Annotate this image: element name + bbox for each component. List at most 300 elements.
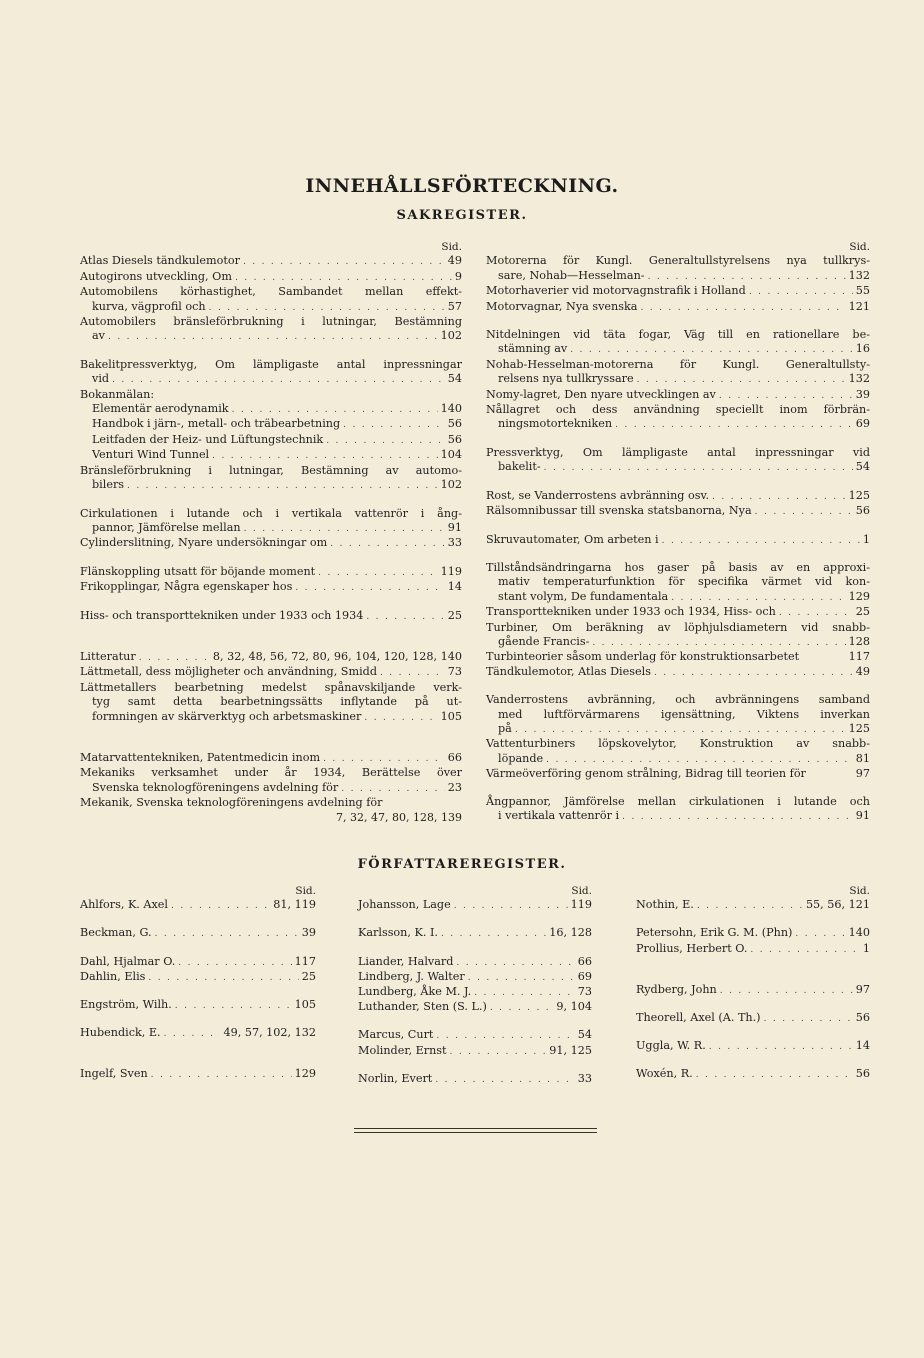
entry-text: Dahlin, Elis [80, 969, 146, 983]
entry-text: Lundberg, Åke M. J. [358, 985, 472, 999]
page-title: INNEHÅLLSFÖRTECKNING. [305, 175, 619, 197]
author-entry [636, 1067, 870, 1082]
spacer [486, 315, 870, 328]
entry-text: Dahl, Hjalmar O. [80, 954, 176, 968]
index-entry [486, 403, 870, 433]
index-entry [486, 621, 870, 651]
entry-page: 73 [577, 985, 592, 999]
spacer [486, 680, 870, 693]
entry-line [80, 710, 462, 725]
spacer [80, 985, 316, 998]
entry-line [486, 665, 870, 680]
index-entry [80, 388, 462, 402]
author-entry [80, 1067, 316, 1082]
entry-page: 129 [294, 1067, 316, 1081]
subject-register-left-column [80, 240, 462, 825]
spacer [486, 548, 870, 561]
entry-text: Matarvattentekniken, Patentmedicin inom [80, 750, 321, 764]
entry-page: 25 [447, 608, 462, 622]
entry-text: Engström, Wilh. [80, 998, 172, 1012]
entry-page: 91 [447, 520, 462, 534]
leader-dots [435, 1073, 574, 1087]
entry-line [80, 521, 462, 536]
entry-text: Hiss- och transporttekniken under 1933 och 1934 [80, 608, 364, 622]
index-entry [486, 693, 870, 737]
entry-page: 39 [301, 926, 316, 940]
index-entry [486, 795, 870, 825]
leader-dots [366, 610, 444, 624]
entry-page: 54 [855, 460, 870, 474]
leader-dots [456, 956, 574, 970]
entry-text: tyg samt detta bearbetningssätts inflytande på ut- [92, 695, 462, 709]
entry-text: Transporttekniken under 1933 och 1934, Hiss- och [486, 605, 776, 619]
entry-line [80, 781, 462, 796]
leader-dots [171, 899, 270, 913]
entry-line [486, 460, 870, 475]
leader-dots [243, 255, 445, 269]
entry-text: Nomy-lagret, Den nyare utvecklingen av [486, 387, 716, 401]
entry-text: Handbok i järn-, metall- och träbearbetning [92, 417, 341, 431]
leader-dots [779, 606, 853, 620]
leader-dots [450, 1045, 547, 1059]
entry-line [80, 536, 462, 551]
entry-page: 125 [848, 488, 870, 502]
entry-text: av [92, 329, 105, 343]
author-entry [358, 955, 592, 970]
index-entry [80, 417, 462, 432]
spacer [636, 1026, 870, 1039]
entry-page: 140 [440, 402, 462, 416]
entry-text: Turbiner, Om beräkning av löphjulsdiametern vid snabb- [486, 620, 870, 634]
spacer [486, 782, 870, 795]
closing-rule [354, 1128, 597, 1129]
entry-text: Lindberg, J. Walter [358, 969, 465, 983]
entry-line [80, 665, 462, 680]
leader-dots [615, 418, 853, 432]
spacer [80, 913, 316, 926]
author-entry [636, 942, 870, 957]
index-entry [80, 402, 462, 417]
entry-text: stant volym, De fundamentala [498, 589, 669, 603]
entry-line [486, 533, 870, 548]
entry-page: 121 [848, 299, 870, 313]
entry-text: pannor, Jämförelse mellan [92, 520, 241, 534]
index-entry [80, 254, 462, 269]
author-column-2 [358, 884, 592, 1087]
entry-page: 117 [294, 954, 316, 968]
entry-text: stämning av [498, 342, 568, 356]
entry-line [80, 650, 462, 665]
entry-line [486, 284, 870, 299]
entry-text: Uggla, W. R. [636, 1039, 706, 1053]
leader-dots [155, 927, 299, 941]
index-entry [80, 609, 462, 624]
entry-page: 91 [855, 809, 870, 822]
entry-line [486, 605, 870, 620]
entry-page: 91, 125 [549, 1043, 592, 1057]
entry-page: 23 [447, 780, 462, 794]
entry-text: ningsmotortekniken [498, 417, 613, 431]
index-entry [80, 681, 462, 725]
leader-dots [671, 591, 845, 605]
spacer [80, 637, 462, 650]
entry-text: löpande [498, 751, 544, 765]
entry-line [80, 751, 462, 766]
index-entry [80, 565, 462, 580]
spacer [80, 345, 462, 358]
index-entry [80, 650, 462, 665]
entry-text: Svenska teknologföreningens avdelning för [92, 780, 339, 794]
index-entry [486, 533, 870, 548]
index-entry [80, 358, 462, 388]
index-entry [486, 665, 870, 680]
leader-dots [330, 537, 445, 551]
entry-page: 56 [447, 417, 462, 431]
leader-dots [454, 899, 568, 913]
leader-dots [326, 434, 445, 448]
entry-page: 54 [447, 372, 462, 386]
leader-dots [719, 389, 853, 403]
entry-page: 125 [848, 721, 870, 735]
author-entry [80, 1026, 316, 1041]
entry-line [486, 269, 870, 284]
spacer [486, 476, 870, 489]
spacer [636, 957, 870, 970]
sid-label: Sid. [849, 885, 870, 897]
closing-rule [354, 1132, 597, 1133]
index-entry [486, 650, 870, 664]
leader-dots [295, 581, 444, 595]
spacer [80, 942, 316, 955]
entry-line [80, 329, 462, 344]
entry-text: gående Francis- [498, 634, 590, 648]
entry-text: Johansson, Lage [358, 898, 451, 912]
entry-page: 132 [848, 268, 870, 282]
entry-line [486, 300, 870, 315]
leader-dots [436, 1029, 574, 1043]
entry-text: Autogirons utveckling, Om [80, 269, 232, 283]
entry-text: Rost, se Vanderrostens avbränning osv. [486, 488, 710, 502]
entry-page: 54 [577, 1028, 592, 1042]
author-column-1 [80, 884, 316, 1083]
entry-text: Nohab-Hesselman-motorerna för Kungl. Generaltullsty- [486, 357, 870, 371]
entry-page: 7, 32, 47, 80, 128, 139 [336, 810, 462, 824]
entry-page: 39 [855, 387, 870, 401]
author-entry [80, 898, 316, 913]
leader-dots [244, 522, 445, 536]
entry-page: 69 [855, 417, 870, 431]
leader-dots [341, 782, 444, 796]
leader-dots [468, 971, 575, 985]
entry-page: 1 [862, 532, 870, 546]
entry-text: Litteratur [80, 649, 136, 663]
spacer [80, 624, 462, 637]
sid-label: Sid. [295, 885, 316, 897]
author-entry [80, 926, 316, 941]
entry-line [80, 402, 462, 417]
leader-dots [712, 490, 846, 504]
entry-page: 16, 128 [549, 926, 592, 940]
entry-text: Värmeöverföring genom strålning, Bidrag till teorien för [486, 767, 806, 781]
leader-dots [164, 1027, 221, 1041]
entry-text: Mekaniks verksamhet under år 1934, Berättelse över [80, 766, 462, 780]
entry-text: Tändkulemotor, Atlas Diesels [486, 664, 651, 678]
entry-page: 102 [440, 329, 462, 343]
leader-dots [709, 1040, 853, 1054]
index-entry [80, 536, 462, 551]
entry-text: Pressverktyg, Om lämpligaste antal inpressningar vid [486, 445, 870, 459]
entry-line [486, 388, 870, 403]
entry-text: Rydberg, John [636, 982, 717, 996]
author-entry [358, 898, 592, 913]
entry-text: Prollius, Herbert O. [636, 941, 748, 955]
spacer [80, 725, 462, 738]
entry-text: Norlin, Evert [358, 1071, 433, 1085]
entry-line [80, 433, 462, 448]
entry-page: 119 [570, 898, 592, 912]
entry-text: i vertikala vattenrör i [498, 809, 620, 822]
spacer [486, 520, 870, 533]
index-entry [80, 433, 462, 448]
entry-text: Skruvautomater, Om arbeten i [486, 532, 659, 546]
entry-text: Woxén, R. [636, 1067, 693, 1081]
entry-text: Motorvagnar, Nya svenska [486, 299, 638, 313]
entry-text: Rälsomnibussar till svenska statsbanorna, Nya [486, 504, 752, 518]
entry-heading: Bokanmälan: [80, 387, 155, 401]
spacer [80, 1013, 316, 1026]
entry-page: 73 [447, 665, 462, 679]
entry-text: Liander, Halvard [358, 954, 454, 968]
entry-page: 57 [447, 299, 462, 313]
entry-text: Flänskoppling utsatt för böjande moment [80, 564, 316, 578]
leader-dots [175, 999, 292, 1013]
entry-text: Vattenturbiners löpskovelytor, Konstruktion av snabb- [486, 737, 870, 751]
entry-text: Ingelf, Sven [80, 1067, 148, 1081]
index-entry [80, 270, 462, 285]
leader-dots [108, 330, 438, 344]
entry-line [80, 300, 462, 315]
entry-page: 102 [440, 478, 462, 492]
entry-text: Nitdelningen vid täta fogar, Väg till en rationellare be- [486, 328, 870, 342]
entry-page: 69 [577, 969, 592, 983]
entry-text: bakelit- [498, 460, 541, 474]
entry-text: Automobilers bränsleförbrukning i lutningar, Bestämning [80, 315, 462, 329]
author-entry [358, 1000, 592, 1015]
leader-dots [640, 301, 845, 315]
entry-text: relsens nya tullkryssare [498, 372, 634, 386]
author-entry [636, 1011, 870, 1026]
entry-page: 104 [440, 448, 462, 462]
index-entry [80, 796, 462, 825]
entry-line [486, 650, 870, 664]
index-entry [486, 388, 870, 403]
entry-page: 119 [440, 564, 462, 578]
index-entry [486, 605, 870, 620]
index-entry [486, 504, 870, 519]
sid-label: Sid. [849, 241, 870, 253]
entry-text: Cylinderslitning, Nyare undersökningar om [80, 536, 328, 550]
entry-page: 49, 57, 102, 132 [223, 1026, 316, 1040]
entry-page: 49 [855, 664, 870, 678]
entry-text: Marcus, Curt [358, 1028, 434, 1042]
entry-line [80, 254, 462, 269]
entry-text: Theorell, Axel (A. Th.) [636, 1011, 761, 1025]
spacer [80, 1054, 316, 1067]
entry-text: Nållagret och dess användning speciellt inom förbrän- [486, 403, 870, 417]
leader-dots [637, 373, 846, 387]
entry-page: 33 [577, 1071, 592, 1085]
leader-dots [570, 343, 853, 357]
spacer [80, 1041, 316, 1054]
spacer [80, 738, 462, 751]
spacer [80, 596, 462, 609]
entry-page: 8, 32, 48, 56, 72, 80, 96, 104, 120, 128, 140 [212, 649, 462, 663]
spacer [636, 998, 870, 1011]
spacer [358, 942, 592, 955]
entry-page: 56 [855, 1011, 870, 1025]
index-entry [486, 767, 870, 781]
index-entry [486, 358, 870, 388]
entry-page: 117 [848, 650, 870, 664]
leader-dots [139, 651, 210, 665]
entry-text: Ahlfors, K. Axel [80, 898, 168, 912]
leader-dots [474, 986, 575, 1000]
entry-line [486, 342, 870, 357]
entry-page: 128 [848, 634, 870, 648]
leader-dots [212, 449, 438, 463]
leader-dots [755, 505, 853, 519]
entry-line [80, 448, 462, 463]
index-entry [486, 489, 870, 504]
author-entry [358, 1072, 592, 1087]
leader-dots [127, 479, 438, 493]
entry-text: Nothin, E. [636, 898, 694, 912]
entry-page: 56 [447, 432, 462, 446]
entry-page: 132 [848, 372, 870, 386]
leader-dots [151, 1068, 292, 1082]
leader-dots [648, 270, 846, 284]
entry-text: Elementär aerodynamik [92, 402, 229, 416]
entry-text: Beckman, G. [80, 926, 152, 940]
leader-dots [592, 636, 845, 650]
author-entry [358, 1044, 592, 1059]
leader-dots [720, 984, 853, 998]
sid-label: Sid. [441, 241, 462, 253]
entry-text: Turbinteorier såsom underlag för konstruktionsarbetet [486, 650, 800, 664]
entry-text: formningen av skärverktyg och arbetsmaskiner [92, 709, 362, 723]
author-entry [80, 998, 316, 1013]
entry-text: Karlsson, K. I. [358, 926, 438, 940]
entry-text: Mekanik, Svenska teknologföreningens avdelning för [80, 796, 383, 810]
entry-text: Motorerna för Kungl. Generaltullstyrelsens nya tullkrys- [486, 254, 870, 268]
leader-dots [764, 1012, 853, 1026]
spacer [358, 1015, 592, 1028]
entry-line [486, 722, 870, 737]
entry-page: 49 [447, 254, 462, 268]
entry-text: Luthander, Sten (S. L.) [358, 1000, 487, 1014]
entry-text: mativ temperaturfunktion för specifika värmet vid kon- [498, 575, 870, 589]
leader-dots [343, 418, 445, 432]
entry-line [80, 478, 462, 493]
entry-text: sare, Nohab—Hesselman- [498, 268, 645, 282]
entry-line [80, 565, 462, 580]
entry-text: Bränsleförbrukning i lutningar, Bestämning av automo- [80, 463, 462, 477]
leader-dots [364, 711, 437, 725]
entry-page: 97 [855, 982, 870, 996]
spacer [358, 913, 592, 926]
entry-page: 105 [294, 998, 316, 1012]
leader-dots [112, 373, 445, 387]
spacer [80, 494, 462, 507]
index-entry [80, 580, 462, 595]
entry-page: 9, 104 [556, 1000, 592, 1014]
leader-dots [148, 971, 298, 985]
index-entry [80, 464, 462, 494]
index-entry [80, 507, 462, 537]
entry-text: Bakelitpressverktyg, Om lämpligaste antal inpressningar [80, 357, 462, 371]
index-entry [486, 284, 870, 299]
leader-dots [235, 271, 452, 285]
index-entry [80, 751, 462, 766]
leader-dots [490, 1001, 554, 1015]
leader-dots [323, 752, 445, 766]
entry-line [80, 580, 462, 595]
index-entry [80, 448, 462, 463]
entry-line [80, 609, 462, 624]
entry-page: 81, 119 [273, 898, 316, 912]
entry-text: bilers [92, 478, 125, 492]
entry-page: 14 [447, 580, 462, 594]
index-entry [486, 446, 870, 476]
entry-text: Lättmetall, dess möjligheter och användning, Smidd [80, 665, 377, 679]
author-entry [636, 926, 870, 941]
index-entry [80, 315, 462, 345]
index-entry [486, 737, 870, 767]
leader-dots [544, 461, 853, 475]
leader-dots [662, 534, 860, 548]
entry-text: Motorhaverier vid motorvagnstrafik i Holland [486, 284, 746, 298]
author-entry [358, 985, 592, 1000]
author-entry [636, 898, 870, 913]
entry-line [486, 767, 870, 781]
entry-page: 33 [447, 536, 462, 550]
spacer [636, 913, 870, 926]
entry-page: 66 [577, 954, 592, 968]
entry-page: 1 [862, 941, 870, 955]
entry-page: 56 [855, 504, 870, 518]
entry-page: 25 [301, 969, 316, 983]
entry-line [80, 372, 462, 387]
entry-line [486, 590, 870, 605]
spacer [486, 433, 870, 446]
sid-label: Sid. [571, 885, 592, 897]
author-entry [80, 955, 316, 970]
entry-line [486, 489, 870, 504]
entry-page: 25 [855, 605, 870, 619]
entry-text: Frikopplingar, Några egenskaper hos [80, 580, 293, 594]
author-column-3 [636, 884, 870, 1083]
spacer [358, 1059, 592, 1072]
entry-page: 55, 56, 121 [805, 898, 870, 912]
entry-line [486, 635, 870, 650]
author-entry [358, 926, 592, 941]
entry-text: Atlas Diesels tändkulemotor [80, 254, 240, 268]
index-entry [80, 766, 462, 796]
author-register-heading: FÖRFATTAREREGISTER. [357, 857, 567, 872]
author-entry [80, 970, 316, 985]
leader-dots [178, 956, 291, 970]
leader-dots [749, 285, 853, 299]
